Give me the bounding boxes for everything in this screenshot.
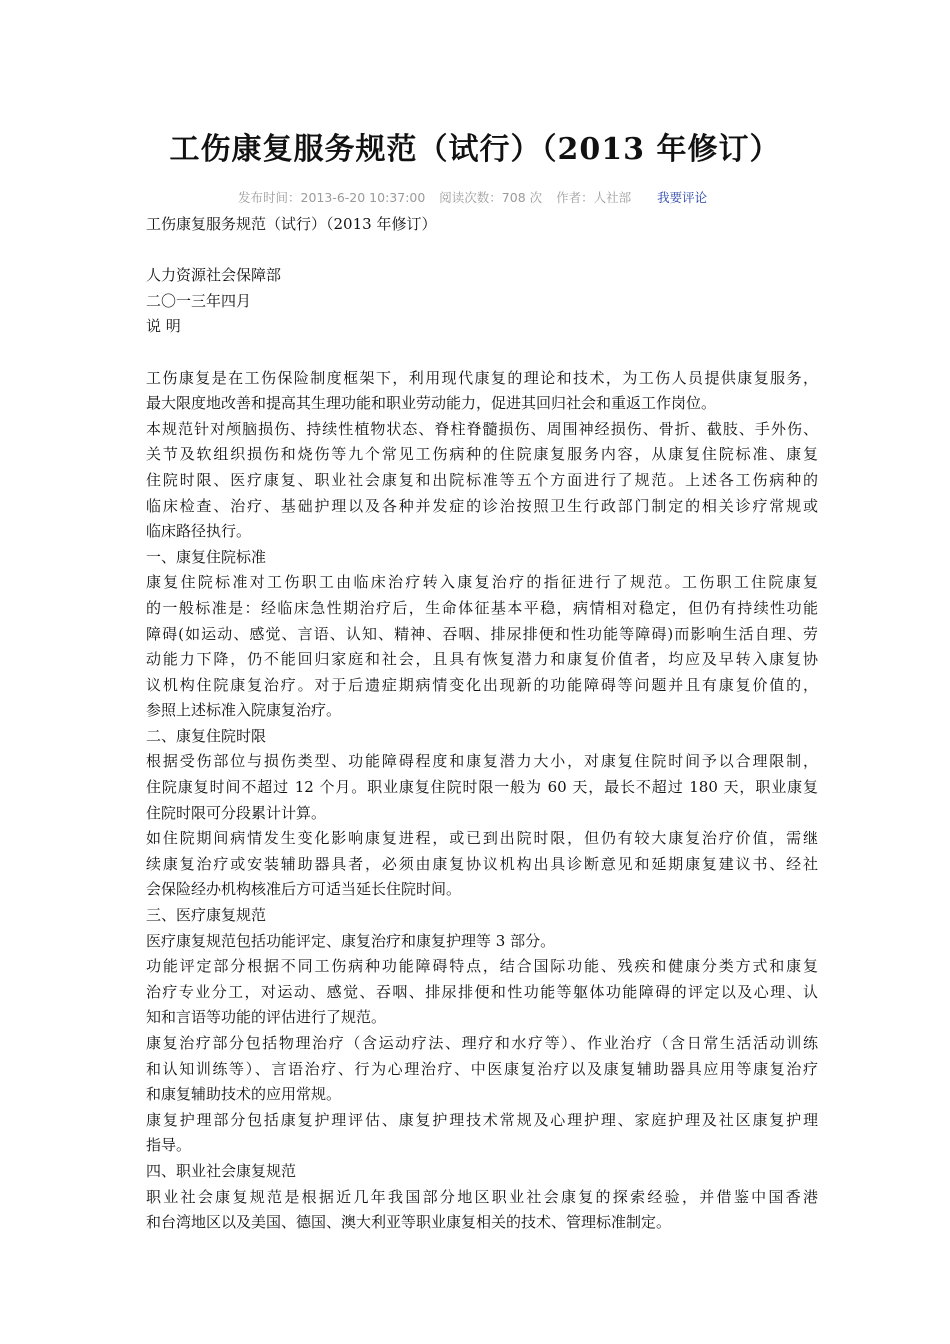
section-heading: 四、职业社会康复规范 <box>146 1161 297 1180</box>
section-heading: 三、医疗康复规范 <box>146 906 267 925</box>
author: 作者：人社部 <box>556 190 632 205</box>
paragraph-line: 住院康复时间不超过 12 个月。职业康复住院时限一般为 60 天，最长不超过 180 天，职业康复 <box>146 778 818 797</box>
section-heading: 二、康复住院时限 <box>146 726 267 745</box>
paragraph-line: 和台湾地区以及美国、德国、澳大利亚等职业康复相关的技术、管理标准制定。 <box>146 1213 672 1232</box>
paragraph-line: 治疗专业分工，对运动、感觉、吞咽、排尿排便和性功能等躯体功能障碍的评定以及心理、认 <box>146 982 818 1001</box>
paragraph-line: 住院时限可分段累计计算。 <box>146 803 327 822</box>
paragraph-line: 知和言语等功能的评估进行了规范。 <box>146 1008 387 1027</box>
section-heading: 说 明 <box>146 317 181 336</box>
paragraph-line: 障碍(如运动、感觉、言语、认知、精神、吞咽、排尿排便和性功能等障碍)而影响生活自理、劳 <box>146 624 818 643</box>
paragraph-line: 康复治疗部分包括物理治疗（含运动疗法、理疗和水疗等）、作业治疗（含日常生活活动训练 <box>146 1034 818 1052</box>
comment-link[interactable]: 我要评论 <box>657 190 708 205</box>
section-heading: 一、康复住院标准 <box>146 547 267 566</box>
article-meta <box>238 189 707 207</box>
paragraph-line: 续康复治疗或安装辅助器具者，必须由康复协议机构出具诊断意见和延期康复建议书、经社 <box>146 854 818 873</box>
issue-date: 二〇一三年四月 <box>146 291 252 310</box>
paragraph-line: 如住院期间病情发生变化影响康复进程，或已到出院时限，但仍有较大康复治疗价值，需继 <box>146 829 818 848</box>
read-count: 阅读次数：708 次 <box>439 190 543 205</box>
paragraph-line: 医疗康复规范包括功能评定、康复治疗和康复护理等 3 部分。 <box>146 931 556 950</box>
article-body <box>146 212 818 1236</box>
paragraph-line: 动能力下降，仍不能回归家庭和社会，且具有恢复潜力和康复价值者，均应及早转入康复协 <box>146 650 818 669</box>
blank-line <box>146 238 818 264</box>
paragraph-line: 最大限度地改善和提高其生理功能和职业劳动能力，促进其回归社会和重返工作岗位。 <box>146 394 717 413</box>
issuer: 人力资源社会保障部 <box>146 266 282 285</box>
paragraph-line: 职业社会康复规范是根据近几年我国部分地区职业社会康复的探索经验，并借鉴中国香港 <box>146 1187 818 1206</box>
paragraph-line: 和康复辅助技术的应用常规。 <box>146 1085 342 1104</box>
paragraph-line: 临床检查、治疗、基础护理以及各种并发症的诊治按照卫生行政部门制定的相关诊疗常规或 <box>146 496 818 515</box>
publish-time: 发布时间：2013-6-20 10:37:00 <box>238 190 426 205</box>
paragraph-line: 本规范针对颅脑损伤、持续性植物状态、脊柱脊髓损伤、周围神经损伤、骨折、截肢、手外伤、 <box>146 419 818 438</box>
blank-line <box>146 340 818 366</box>
paragraph-line: 临床路径执行。 <box>146 522 252 541</box>
page-title: 工伤康复服务规范（试行）（2013 年修订） <box>169 132 781 167</box>
paragraph-line: 关节及软组织损伤和烧伤等九个常见工伤病种的住院康复服务内容，从康复住院标准、康复 <box>146 445 818 464</box>
paragraph-line: 住院时限、医疗康复、职业社会康复和出院标准等五个方面进行了规范。上述各工伤病种的 <box>146 470 818 489</box>
paragraph-line: 参照上述标准入院康复治疗。 <box>146 701 342 720</box>
paragraph-line: 工伤康复是在工伤保险制度框架下，利用现代康复的理论和技术，为工伤人员提供康复服务， <box>146 368 818 387</box>
paragraph-line: 会保险经办机构核准后方可适当延长住院时间。 <box>146 880 462 899</box>
paragraph-line: 议机构住院康复治疗。对于后遗症期病情变化出现新的功能障碍等问题并且有康复价值的， <box>146 675 818 694</box>
body-heading: 工伤康复服务规范（试行）（2013 年修订） <box>146 215 437 233</box>
paragraph-line: 和认知训练等）、言语治疗、行为心理治疗、中医康复治疗以及康复辅助器具应用等康复治疗 <box>146 1059 818 1078</box>
paragraph-line: 康复护理部分包括康复护理评估、康复护理技术常规及心理护理、家庭护理及社区康复护理 <box>146 1110 818 1129</box>
paragraph-line: 康复住院标准对工伤职工由临床治疗转入康复治疗的指征进行了规范。工伤职工住院康复 <box>146 573 818 592</box>
paragraph-line: 的一般标准是：经临床急性期治疗后，生命体征基本平稳，病情相对稳定，但仍有持续性功能 <box>146 598 818 617</box>
paragraph-line: 功能评定部分根据不同工伤病种功能障碍特点，结合国际功能、残疾和健康分类方式和康复 <box>146 957 818 976</box>
paragraph-line: 指导。 <box>146 1136 192 1155</box>
paragraph-line: 根据受伤部位与损伤类型、功能障碍程度和康复潜力大小，对康复住院时间予以合理限制， <box>146 752 818 771</box>
